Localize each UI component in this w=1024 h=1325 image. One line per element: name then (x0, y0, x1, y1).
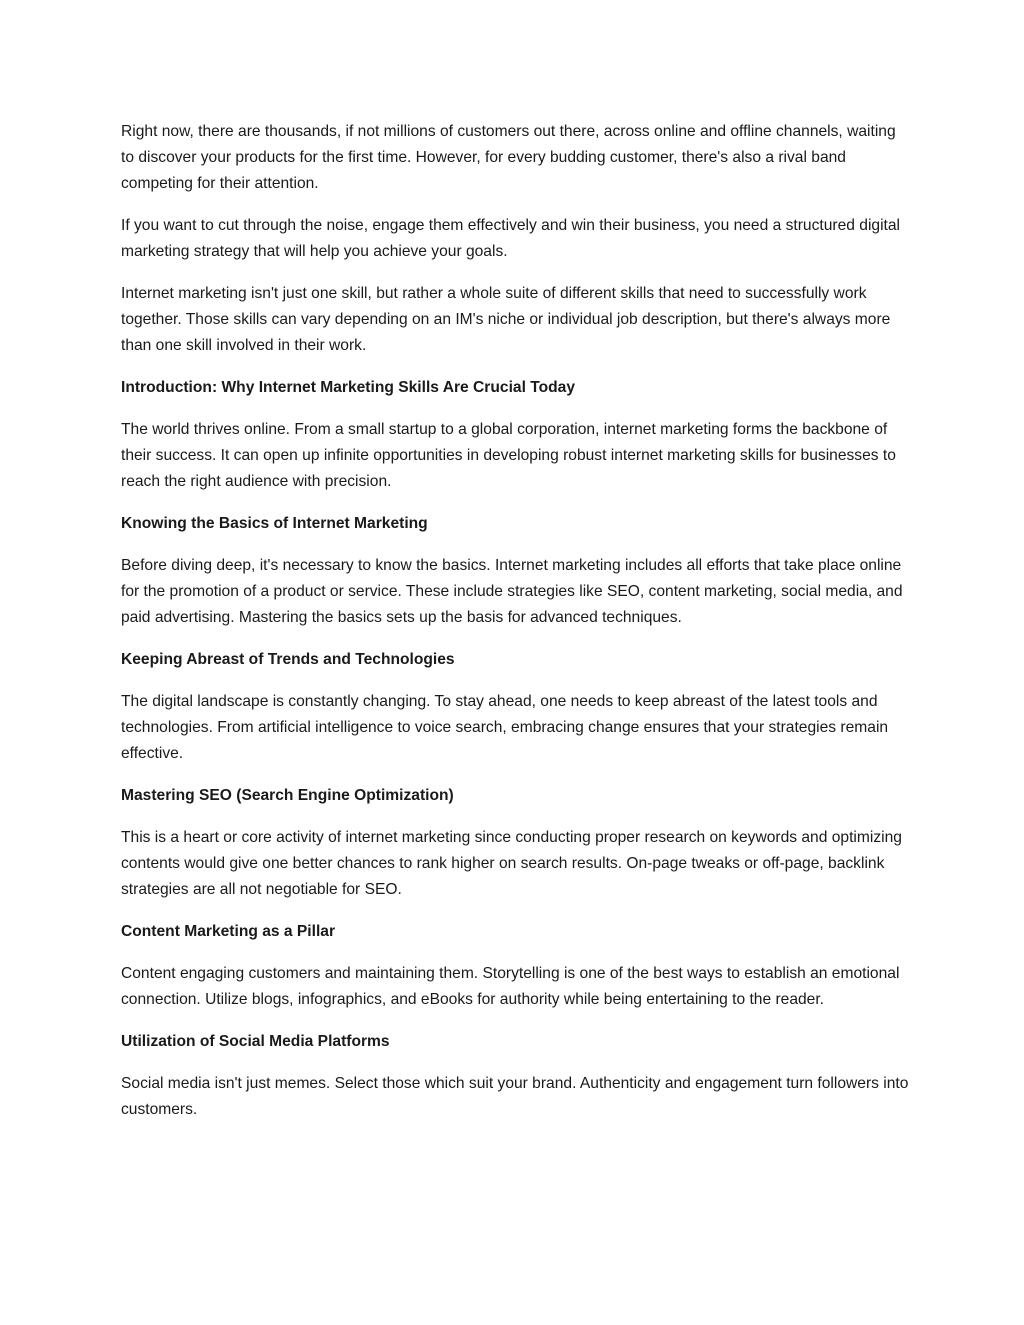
intro-paragraph-3: Internet marketing isn't just one skill, but rather a whole suite of different skills that need to successfully work together. Those skills can vary depending on an IM's niche or individual job description, but there's always more than one skill involved in their work. (121, 285, 891, 354)
document-page (121, 119, 911, 1139)
section-heading-trends: Keeping Abreast of Trends and Technologies (121, 651, 455, 668)
section-body-content-marketing: Content engaging customers and maintaining them. Storytelling is one of the best ways to establish an emotional connection. Utilize blogs, infographics, and eBooks for authority while being entertaining to the reader. (121, 965, 900, 1008)
section-heading-basics: Knowing the Basics of Internet Marketing (121, 515, 428, 532)
section-heading-content-marketing: Content Marketing as a Pillar (121, 923, 336, 940)
section-body-trends: The digital landscape is constantly changing. To stay ahead, one needs to keep abreast of the latest tools and technologies. From artificial intelligence to voice search, embracing change ensures that your strategies remain effective. (121, 693, 889, 762)
intro-paragraph-2: If you want to cut through the noise, engage them effectively and win their business, you need a structured digital marketing strategy that will help you achieve your goals. (121, 217, 901, 260)
section-body-seo: This is a heart or core activity of internet marketing since conducting proper research on keywords and optimizing contents would give one better chances to rank higher on search results. On-page tweaks or off-page, backlink strategies are all not negotiable for SEO. (121, 829, 902, 898)
section-body-introduction: The world thrives online. From a small startup to a global corporation, internet marketing forms the backbone of their success. It can open up infinite opportunities in developing robust internet marketing skills for businesses to reach the right audience with precision. (121, 421, 896, 490)
section-heading-seo: Mastering SEO (Search Engine Optimization) (121, 787, 454, 804)
section-heading-introduction: Introduction: Why Internet Marketing Skills Are Crucial Today (121, 379, 576, 396)
intro-paragraph-1: Right now, there are thousands, if not millions of customers out there, across online and offline channels, waiting to discover your products for the first time. However, for every budding customer, there's also a rival band competing for their attention. (121, 123, 896, 192)
section-body-social-media: Social media isn't just memes. Select those which suit your brand. Authenticity and engagement turn followers into customers. (121, 1075, 909, 1118)
section-body-basics: Before diving deep, it's necessary to know the basics. Internet marketing includes all efforts that take place online for the promotion of a product or service. These include strategies like SEO, content marketing, social media, and paid advertising. Mastering the basics sets up the basis for advanced techniques. (121, 557, 903, 626)
section-heading-social-media: Utilization of Social Media Platforms (121, 1033, 390, 1050)
